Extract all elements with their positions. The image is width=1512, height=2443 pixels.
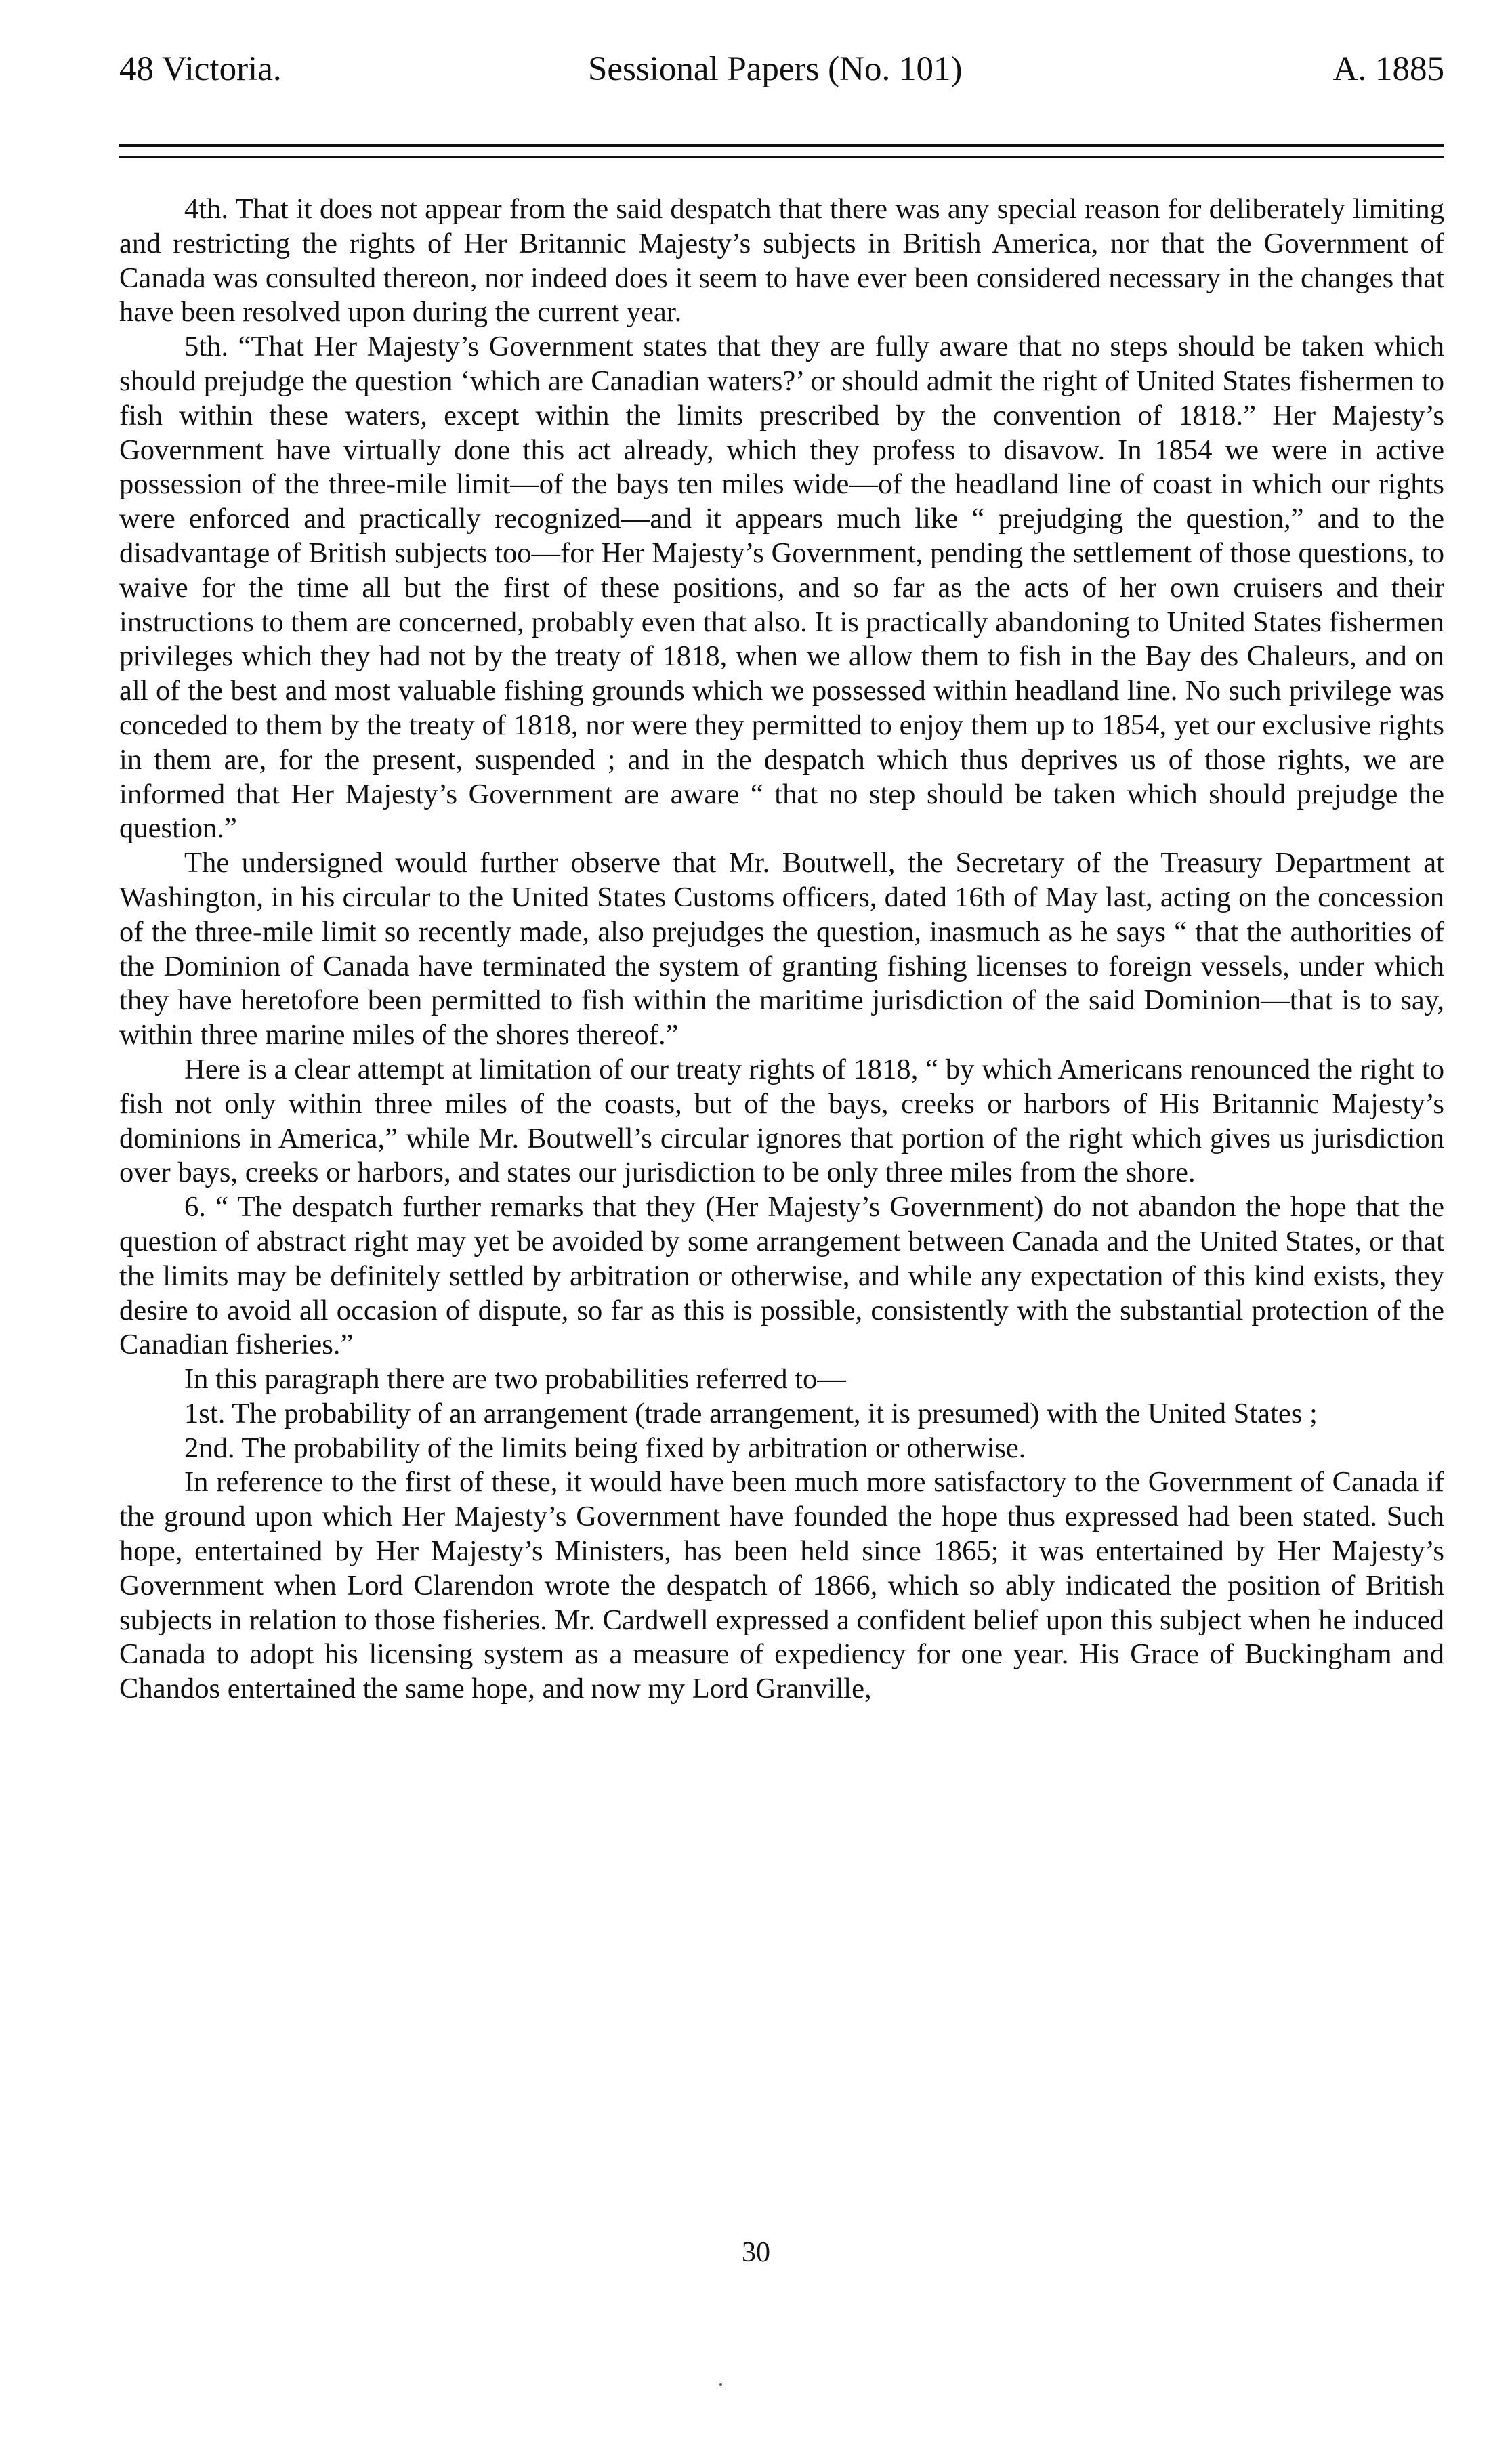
body-text [119,192,1444,1707]
paragraph-6th: 6. “ The despatch further remarks that they (Her Majesty’s Government) do not abandon the hope that the question of abstract right may yet be avoided by some arrangement between Canada and the United States, or that the limits may be definitely settled by arbitration or otherwise, and while any expectation of this kind exists, they desire to avoid all occasion of dispute, so far as this is possible, consistently with the substantial protection of the Canadian fisheries.” [119,1191,1444,1361]
running-header [119,42,1444,96]
paragraph-reference: In reference to the first of these, it would have been much more satisfactory to the Government of Canada if the ground upon which Her Majesty’s Government have founded the hope thus expressed had been stated. Such hope, entertained by Her Majesty’s Ministers, has been held since 1865; it was entertained by Her Majesty’s Government when Lord Clarendon wrote the despatch of 1866, which so ably indicated the position of British subjects in relation to those fisheries. Mr. Cardwell expressed a confident belief upon this subject when he induced Canada to adopt his licensing system as a measure of expediency for one year. His Grace of Buckingham and Chandos entertained the same hope, and now my Lord Granville, [119,1466,1444,1705]
header-year: A. 1885 [1332,50,1444,88]
page-number: 30 [742,2237,770,2268]
header-volume: 48 Victoria. [119,50,282,88]
paragraph-2nd: 2nd. The probability of the limits being fixed by arbitration or otherwise. [184,1432,1026,1464]
header-title: Sessional Papers (No. 101) [588,50,963,88]
paper-speck [719,2383,722,2386]
paragraph-5th: 5th. “That Her Majesty’s Government states that they are fully aware that no steps should be taken which should prejudge the question ‘which are Canadian waters?’ or should admit the right of United States fishermen to fish within these waters, except within the limits prescribed by the convention of 1818.” Her Majesty’s Government have virtually done this act already, which they profess to disavow. In 1854 we were in active possession of the three-mile limit—of the bays ten miles wide—of the headland line of coast in which our rights were enforced and practically recognized—and it appears much like “ prejudging the question,” and to the disadvantage of British subjects too—for Her Majesty’s Government, pending the settlement of those questions, to waive for the time all but the first of these positions, and so far as the acts of her own cruisers and their instructions to them are concerned, probably even that also. It is practically abandoning to United States fishermen privileges which they had not by the treaty of 1818, when we allow them to fish in the Bay des Chaleurs, and on all of the best and most valuable fishing grounds which we possessed within headland line. No such privilege was conceded to them by the treaty of 1818, nor were they permitted to enjoy them up to 1854, yet our exclusive rights in them are, for the present, suspended ; and in the despatch which thus deprives us of those rights, we are informed that Her Majesty’s Government are aware “ that no step should be taken which should prejudge the question.” [119,331,1444,845]
paragraph-boutwell: The undersigned would further observe that Mr. Boutwell, the Secretary of the Treasury Department at Washington, in his circular to the United States Customs officers, dated 16th of May last, acting on the concession of the three-mile limit so recently made, also prejudges the question, inasmuch as he says “ that the authorities of the Dominion of Canada have terminated the system of granting fishing licenses to foreign vessels, under which they have heretofore been permitted to fish within the maritime jurisdiction of the said Dominion—that is to say, within three marine miles of the shores thereof.” [119,847,1444,1051]
paragraph-1st: 1st. The probability of an arrangement (trade arrangement, it is presumed) with the United States ; [184,1397,1318,1429]
header-rule-thick [119,144,1444,147]
paragraph-4th: 4th. That it does not appear from the said despatch that there was any special reason for deliberately limiting and restricting the rights of Her Britannic Majesty’s subjects in British America, nor that the Government of Canada was consulted thereon, nor indeed does it seem to have ever been considered necessary in the changes that have been resolved upon during the current year. [119,193,1444,329]
header-rule-thin [119,156,1444,158]
paragraph-limitation: Here is a clear attempt at limitation of our treaty rights of 1818, “ by which Americans renounced the right to fish not only within three miles of the coasts, but of the bays, creeks or harbors of His Britannic Majesty’s dominions in America,” while Mr. Boutwell’s circular ignores that portion of the right which gives us jurisdiction over bays, creeks or harbors, and states our jurisdiction to be only three miles from the shore. [119,1053,1444,1189]
paragraph-probabilities: In this paragraph there are two probabilities referred to— [184,1363,846,1396]
